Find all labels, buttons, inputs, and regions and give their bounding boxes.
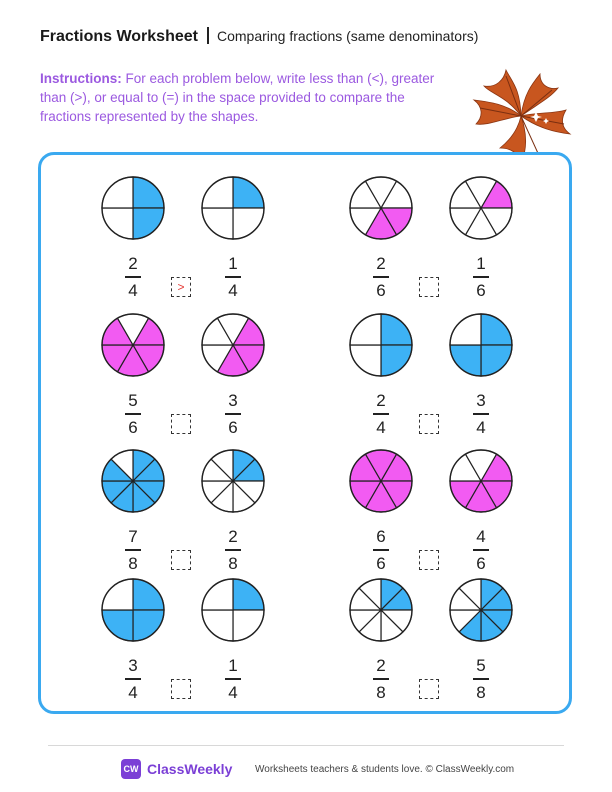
fraction-pie-right <box>200 175 266 241</box>
fraction-right <box>466 255 496 300</box>
answer-box[interactable] <box>419 550 439 570</box>
fraction-right <box>466 528 496 573</box>
fraction-left <box>118 255 148 300</box>
fraction-pie-left <box>348 448 414 514</box>
fraction-right <box>218 528 248 573</box>
title-separator <box>207 27 209 44</box>
fraction-pie-left <box>348 312 414 378</box>
denominator: 4 <box>376 417 386 437</box>
fraction-bar <box>473 678 489 680</box>
fraction-pie-left <box>348 577 414 643</box>
problem-6 <box>348 448 524 584</box>
fraction-right <box>466 392 496 437</box>
numerator: 6 <box>376 527 386 546</box>
answer-box[interactable] <box>171 679 191 699</box>
fraction-bar <box>473 413 489 415</box>
denominator: 8 <box>476 682 486 702</box>
numerator: 3 <box>128 656 138 675</box>
denominator: 4 <box>228 682 238 702</box>
fraction-left <box>366 392 396 437</box>
numerator: 3 <box>228 391 238 410</box>
fraction-bar <box>225 276 241 278</box>
worksheet-title: Fractions Worksheet <box>40 28 198 45</box>
numerator: 2 <box>376 254 386 273</box>
fraction-pie-left <box>100 312 166 378</box>
numerator: 1 <box>476 254 486 273</box>
denominator: 6 <box>228 417 238 437</box>
problem-8 <box>348 577 524 713</box>
denominator: 6 <box>376 553 386 573</box>
fraction-pie-right <box>448 577 514 643</box>
denominator: 4 <box>128 280 138 300</box>
fraction-pie-right <box>200 312 266 378</box>
fraction-right <box>218 392 248 437</box>
numerator: 5 <box>476 656 486 675</box>
answer-box[interactable] <box>419 414 439 434</box>
denominator: 8 <box>128 553 138 573</box>
footer-tagline: Worksheets teachers & students love. © ClassWeekly.com <box>255 764 515 775</box>
instructions <box>40 69 450 126</box>
fraction-bar <box>373 276 389 278</box>
fraction-pie-left <box>348 175 414 241</box>
fraction-right <box>218 255 248 300</box>
numerator: 1 <box>228 254 238 273</box>
fraction-bar <box>473 549 489 551</box>
fraction-pie-left <box>100 577 166 643</box>
denominator: 8 <box>376 682 386 702</box>
autumn-leaf-icon <box>466 66 576 166</box>
problem-3 <box>100 312 276 448</box>
fraction-bar <box>125 549 141 551</box>
fraction-bar <box>373 413 389 415</box>
worksheet-subtitle: Comparing fractions (same denominators) <box>216 28 479 44</box>
fraction-pie-right <box>448 175 514 241</box>
fraction-bar <box>473 276 489 278</box>
numerator: 2 <box>128 254 138 273</box>
fraction-bar <box>125 413 141 415</box>
fraction-pie-left <box>100 175 166 241</box>
denominator: 6 <box>476 553 486 573</box>
fraction-left <box>366 657 396 702</box>
fraction-pie-right <box>200 448 266 514</box>
numerator: 5 <box>128 391 138 410</box>
fraction-bar <box>373 678 389 680</box>
numerator: 2 <box>228 527 238 546</box>
fraction-right <box>218 657 248 702</box>
instructions-text: For each problem below, write less than (<), greater than (>), or equal to (=) in the space provided to compare the fractions represented by the shapes. <box>40 71 435 124</box>
numerator: 2 <box>376 391 386 410</box>
fraction-bar <box>225 413 241 415</box>
page-header <box>40 27 478 46</box>
denominator: 6 <box>376 280 386 300</box>
numerator: 4 <box>476 527 486 546</box>
denominator: 6 <box>128 417 138 437</box>
fraction-left <box>366 528 396 573</box>
numerator: 3 <box>476 391 486 410</box>
problem-4 <box>348 312 524 448</box>
fraction-right <box>466 657 496 702</box>
answer-box[interactable] <box>419 277 439 297</box>
denominator: 4 <box>476 417 486 437</box>
brand-name: ClassWeekly <box>147 761 233 777</box>
denominator: 6 <box>476 280 486 300</box>
fraction-pie-right <box>448 312 514 378</box>
fraction-bar <box>225 549 241 551</box>
fraction-left <box>366 255 396 300</box>
numerator: 2 <box>376 656 386 675</box>
fraction-pie-right <box>200 577 266 643</box>
answer-box[interactable]: > <box>171 277 191 297</box>
problems-panel <box>38 152 572 714</box>
numerator: 7 <box>128 527 138 546</box>
denominator: 8 <box>228 553 238 573</box>
fraction-bar <box>225 678 241 680</box>
problem-7 <box>100 577 276 713</box>
fraction-pie-left <box>100 448 166 514</box>
answer-box[interactable] <box>171 414 191 434</box>
answer-box[interactable] <box>419 679 439 699</box>
fraction-bar <box>125 276 141 278</box>
instructions-label: Instructions: <box>40 71 122 86</box>
footer-divider <box>48 745 564 746</box>
problem-5 <box>100 448 276 584</box>
answer-box[interactable] <box>171 550 191 570</box>
denominator: 4 <box>128 682 138 702</box>
numerator: 1 <box>228 656 238 675</box>
fraction-left <box>118 657 148 702</box>
fraction-pie-right <box>448 448 514 514</box>
classweekly-logo-icon: CW <box>121 759 141 779</box>
fraction-bar <box>373 549 389 551</box>
fraction-bar <box>125 678 141 680</box>
fraction-left <box>118 392 148 437</box>
fraction-left <box>118 528 148 573</box>
denominator: 4 <box>228 280 238 300</box>
problem-1 <box>100 175 276 311</box>
problem-2 <box>348 175 524 311</box>
